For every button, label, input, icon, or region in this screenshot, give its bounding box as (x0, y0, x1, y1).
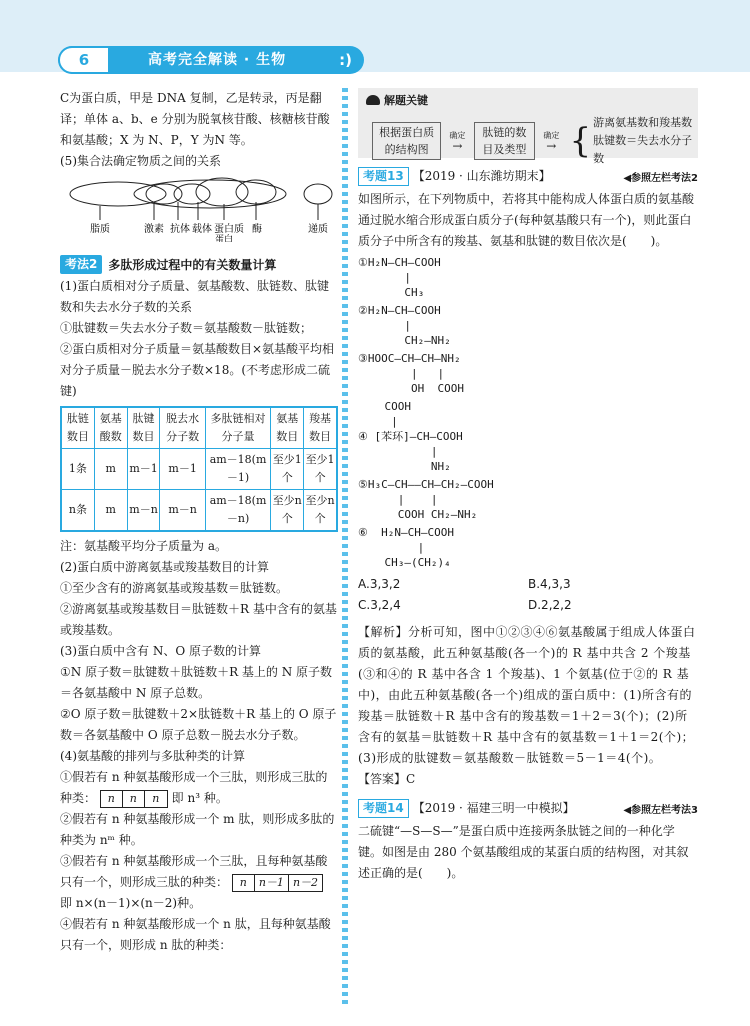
paragraph (60, 788, 338, 809)
question-reference: ◀参照左栏考法3 (623, 805, 698, 816)
molecule-3: ③HOOC—CH—CH—NH₂ | | OH COOH (358, 352, 464, 395)
kaofa-tag: 考法2 (60, 255, 102, 274)
paragraph: ①肽键数＝失去水分子数＝氨基酸数－肽链数； (60, 321, 313, 335)
table-cell: am－18(m－n) (205, 490, 271, 532)
column-divider (342, 88, 348, 1008)
question-tag: 考题13 (358, 167, 409, 186)
table-cell: m－n (160, 490, 205, 532)
right-column (358, 88, 698, 884)
table-header-row (61, 407, 337, 449)
venn-label: 脂质 (90, 224, 110, 235)
paragraph: ②假若有 n 种氨基酸形成一个 m 肽，则形成多肽的种类为 nᵐ 种。 (60, 812, 335, 847)
table-header: 羧基数目 (304, 407, 337, 449)
inline-text: 种类： (60, 791, 97, 805)
paragraph: (3)蛋白质中含有 N、O 原子数的计算 (60, 644, 261, 658)
option-c: C.3,2,4 (358, 598, 401, 612)
table-cell: m (94, 449, 127, 490)
analysis: 【解析】分析可知，图中①②③④⑥氨基酸属于组成人体蛋白质的氨基酸，此五种氨基酸(各一个)的 R 基中共含 2 个羧基(③和④的 R 基中各含 1 个羧基)、1 个氨基(位于②的 R 基中)，由此五种氨基酸(各一个)组成的蛋白质中：(1)所含有的羧基＝肽链数＋R 基中含有的羧基数＝1＋2＝3(个)；(2)所含有的氨基＝肽链数＋R 基中含有的氨基数＝1＋1＝2(个)；(3)形成的肽键数＝氨基酸数－肽链数＝5－1＝4(个)。 (358, 625, 696, 765)
paragraph: ①N 原子数＝肽键数＋肽链数＋R 基上的 N 原子数＝各氨基酸中 N 原子总数。 (60, 665, 333, 700)
key-title: 解题关键 (384, 94, 428, 107)
left-column (60, 88, 338, 956)
table-cell: 至少n个 (271, 490, 304, 532)
venn-sub-label: 蛋白 (215, 235, 234, 242)
venn-diagram (60, 172, 338, 242)
table-cell: m－n (127, 490, 160, 532)
table-cell: m－1 (127, 449, 160, 490)
intro-text: C为蛋白质，甲是 DNA 复制，乙是转录，丙是翻译；单体 a、b、e 分别为脱氧核苷酸、核糖核苷酸和氨基酸；X 为 N、P，Y 为N 等。 (60, 91, 330, 147)
table-cell: 至少1个 (304, 449, 337, 490)
question-reference: ◀参照左栏考法2 (623, 173, 698, 184)
paragraph: ②O 原子数＝肽键数＋2×肽链数＋R 基上的 O 原子数＝各氨基酸中 O 原子总数－脱去水分子数。 (60, 707, 337, 742)
venn-label: 递质 (308, 224, 328, 235)
box-cell: n (101, 791, 123, 807)
box-cell: n (123, 791, 145, 807)
count-table (60, 406, 338, 532)
box-cell: n (152, 791, 160, 805)
table-cell: n条 (61, 490, 94, 532)
table-header: 多肽链相对分子量 (205, 407, 271, 449)
flow-result: 游离氨基数和羧基数 (593, 116, 693, 129)
flow-arrow: 确定 → (535, 131, 567, 151)
table-header: 肽链数目 (61, 407, 94, 449)
table-cell: 1条 (61, 449, 94, 490)
venn-label: 载体 (192, 224, 212, 235)
key-flow (372, 114, 698, 168)
box-cell: n－1 (255, 875, 289, 891)
kaofa-title: 多肽形成过程中的有关数量计算 (108, 258, 277, 272)
option-b: B.4,3,3 (528, 577, 571, 591)
question-tag: 考题14 (358, 799, 409, 818)
table-header: 氨基数目 (271, 407, 304, 449)
molecule-4: COOH | ④ [苯环]—CH—COOH | NH₂ (358, 400, 463, 473)
question-13-text: 如图所示，在下列物质中，若将其中能构成人体蛋白质的氨基酸通过脱水缩合形成蛋白质分子(每种氨基酸只有一个)，则此蛋白质分子中所含有的羧基、氨基和肽键的数目依次是( )。 (358, 192, 695, 248)
key-points-box (358, 88, 698, 165)
paragraph: (4)氨基酸的排列与多肽种类的计算 (60, 749, 245, 763)
tripeptide-boxes-unique (232, 874, 323, 892)
page-number: 6 (58, 46, 110, 74)
table-row (61, 490, 337, 532)
table-header: 肽键数目 (127, 407, 160, 449)
option-a: A.3,3,2 (358, 577, 401, 591)
paragraph: ②蛋白质相对分子质量＝氨基酸数目×氨基酸平均相对分子质量－脱去水分子数×18。(不考虑形成二硫键) (60, 342, 335, 398)
paragraph: 即 n×(n－1)×(n－2)种。 (60, 896, 202, 910)
table-cell: 至少1个 (271, 449, 304, 490)
key-header (366, 92, 690, 108)
box-cell: n－2 (292, 875, 319, 889)
kaofa-heading (60, 255, 338, 274)
question-source: 【2019 · 山东潍坊期末】 (412, 169, 551, 183)
question-source: 【2019 · 福建三明一中模拟】 (412, 801, 575, 815)
book-title: 高考完全解读 · 生物 (148, 52, 287, 68)
venn-label: 激素 (144, 224, 164, 235)
set-method: (5)集合法确定物质之间的关系 (60, 154, 221, 168)
molecule-5: ⑤H₃C—CH——CH—CH₂—COOH | | COOH CH₂—NH₂ (358, 478, 494, 521)
header-dots: :) (339, 51, 352, 69)
table-header: 脱去水分子数 (160, 407, 205, 449)
box-cell: n (233, 875, 255, 891)
table-cell: am－18(m－1) (205, 449, 271, 490)
option-d: D.2,2,2 (528, 598, 572, 612)
answer: 【答案】C (358, 772, 416, 786)
table-cell: m (94, 490, 127, 532)
question-14-text: 二硫键“—S—S—”是蛋白质中连接两条肽链之间的一种化学键。如图是由 280 个氨基酸组成的某蛋白质的结构图，对其叙述正确的是( )。 (358, 824, 689, 880)
paragraph: (2)蛋白质中游离氨基或羧基数目的计算 (60, 560, 269, 574)
tripeptide-boxes (100, 790, 168, 808)
paragraph: ②游离氨基或羧基数目＝肽链数＋R 基中含有的氨基或羧基数。 (60, 602, 337, 637)
table-cell: 至少n个 (304, 490, 337, 532)
inline-text: 即 n³ 种。 (171, 791, 228, 805)
flow-box: 根据蛋白质的结构图 (372, 122, 441, 160)
molecule-1: ①H₂N—CH—COOH | CH₃ (358, 256, 441, 299)
inline-text: ③假若有 n 种氨基酸形成一个三肽，且每种氨基酸只有一个，则形成三肽的种类： (60, 854, 328, 889)
answer-options (358, 574, 698, 616)
question-13-heading (358, 166, 698, 187)
flow-results (593, 114, 698, 168)
table-header: 氨基酸数 (94, 407, 127, 449)
table-row (61, 449, 337, 490)
paragraph: ①假若有 n 种氨基酸形成一个三肽，则形成三肽的 (60, 770, 328, 784)
note: 注：氨基酸平均分子质量为 a。 (60, 539, 227, 553)
header-bar (58, 46, 364, 74)
molecule-2: ②H₂N—CH—COOH | CH₂—NH₂ (358, 304, 451, 347)
flow-result: 肽键数＝失去水分子数 (593, 134, 693, 165)
venn-label: 酶 (252, 224, 262, 235)
paragraph: ④假若有 n 种氨基酸形成一个 n 肽，且每种氨基酸只有一个，则形成 n 肽的种类： (60, 917, 331, 952)
question-14-heading (358, 798, 698, 819)
table-cell: m－1 (160, 449, 205, 490)
brace-icon: { (569, 121, 592, 161)
paragraph: ①至少含有的游离氨基或羧基数＝肽链数。 (60, 581, 289, 595)
venn-label: 抗体 (170, 224, 190, 235)
paragraph: (1)蛋白质相对分子质量、氨基酸数、肽链数、肽键数和失去水分子数的关系 (60, 279, 329, 314)
molecule-6: ⑥ H₂N—CH—COOH | CH₃—(CH₂)₄ (358, 526, 454, 569)
paragraph (60, 851, 338, 893)
flow-arrow: 确定 → (441, 131, 473, 151)
hat-icon (366, 95, 380, 105)
flow-box: 肽链的数目及类型 (474, 122, 536, 160)
venn-label: 蛋白质 (214, 224, 244, 235)
